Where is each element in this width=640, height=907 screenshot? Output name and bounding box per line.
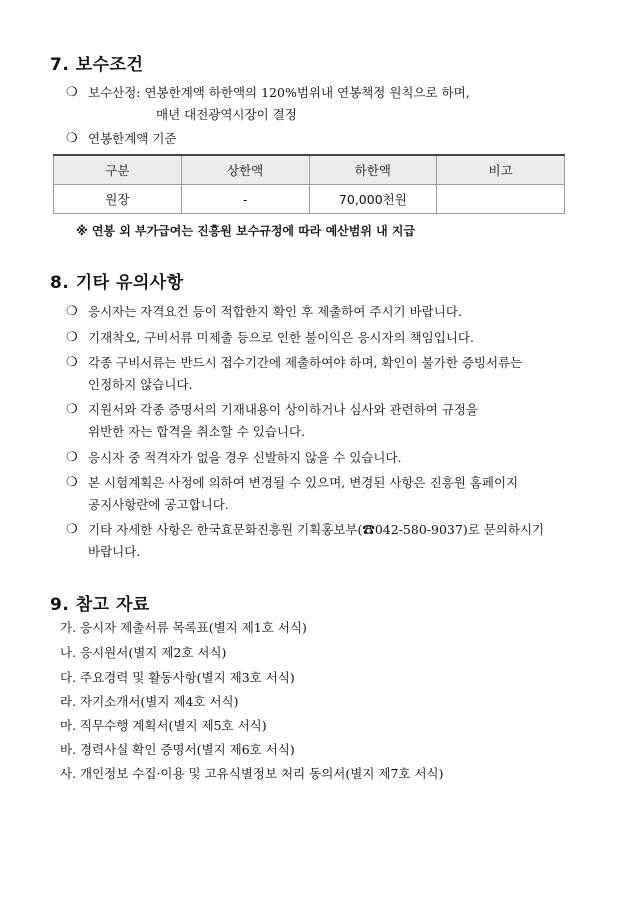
bullet-text-continued: 매년 대전광역시장이 결정 [156,107,297,122]
notice-item [66,301,571,323]
table-header-cell: 상한액 [181,155,309,185]
table-header-cell: 비고 [437,155,565,185]
notice-text: 기재착오, 구비서류 미제출 등으로 인한 불이익은 응시자의 책임입니다. [88,330,474,345]
reference-item: 다. 주요경력 및 활동사항(별지 제3호 서식) [60,670,295,685]
salary-table [53,154,565,214]
notice-text-continued: 공지사항란에 공고합니다. [88,497,229,512]
notice-text: 지원서와 각종 증명서의 기재내용이 상이하거나 심사와 관련하여 규정을 [88,402,479,417]
reference-item: 사. 개인정보 수집·이용 및 고유식별정보 처리 동의서(별지 제7호 서식) [60,766,444,781]
bullet-text: 보수산정: 연봉한계액 하한액의 120%범위내 연봉책정 원칙으로 하며, [88,85,470,100]
bullet-marker: ❍ [66,85,78,100]
bullet-marker: ❍ [66,355,78,370]
reference-item: 마. 직무수행 계획서(별지 제5호 서식) [60,718,267,733]
notice-text-continued: 인정하지 않습니다. [88,377,193,392]
notice-item [66,327,571,349]
reference-item: 나. 응시원서(별지 제2호 서식) [60,645,227,660]
notice-text: 응시자는 자격요건 등이 적합한지 확인 후 제출하여 주시기 바랍니다. [88,304,462,319]
salary-note: ※ 연봉 외 부가급여는 진흥원 보수규정에 따라 예산범위 내 지급 [76,224,416,238]
notice-text: 기타 자세한 사항은 한국효문화진흥원 기획홍보부(☎042-580-9037)로 문의하시기 [88,522,545,537]
bullet-salary-limit [66,128,571,150]
notice-item [66,519,571,563]
reference-item: 바. 경력사실 확인 증명서(별지 제6호 서식) [60,742,295,757]
bullet-marker: ❍ [66,131,78,146]
bullet-marker: ❍ [66,330,78,345]
bullet-marker: ❍ [66,450,78,465]
notice-text: 응시자 중 적격자가 없을 경우 신발하지 않을 수 있습니다. [88,450,402,465]
reference-item: 가. 응시자 제출서류 목록표(별지 제1호 서식) [60,620,307,635]
table-cell: 원장 [54,185,182,214]
section-8-title: 8. 기타 유의사항 [50,273,184,293]
notice-item [66,399,571,443]
notice-item [66,472,571,516]
section-9-title: 9. 참고 자료 [50,595,150,615]
bullet-marker: ❍ [66,402,78,417]
bullet-pay-calculation [66,82,571,126]
notice-item [66,352,571,396]
table-cell: 70,000천원 [309,185,437,214]
notice-text-continued: 바랍니다. [88,544,141,559]
table-cell [437,185,565,214]
bullet-marker: ❍ [66,304,78,319]
table-header-cell: 구분 [54,155,182,185]
bullet-marker: ❍ [66,522,78,537]
notice-text-continued: 위반한 자는 합격을 취소할 수 있습니다. [88,424,306,439]
notice-text: 각종 구비서류는 반드시 접수기간에 제출하여야 하며, 확인이 불가한 증빙서류는 [88,355,523,370]
section-7-title: 7. 보수조건 [50,55,144,75]
table-header-row [54,155,565,185]
bullet-text: 연봉한계액 기준 [88,131,177,146]
table-row [54,185,565,214]
bullet-marker: ❍ [66,475,78,490]
table-cell: - [181,185,309,214]
reference-item: 라. 자기소개서(별지 제4호 서식) [60,694,239,709]
notice-item [66,447,571,469]
notice-text: 본 시험계획은 사정에 의하여 변경될 수 있으며, 변경된 사항은 진흥원 홈페이지 [88,475,519,490]
table-header-cell: 하한액 [309,155,437,185]
